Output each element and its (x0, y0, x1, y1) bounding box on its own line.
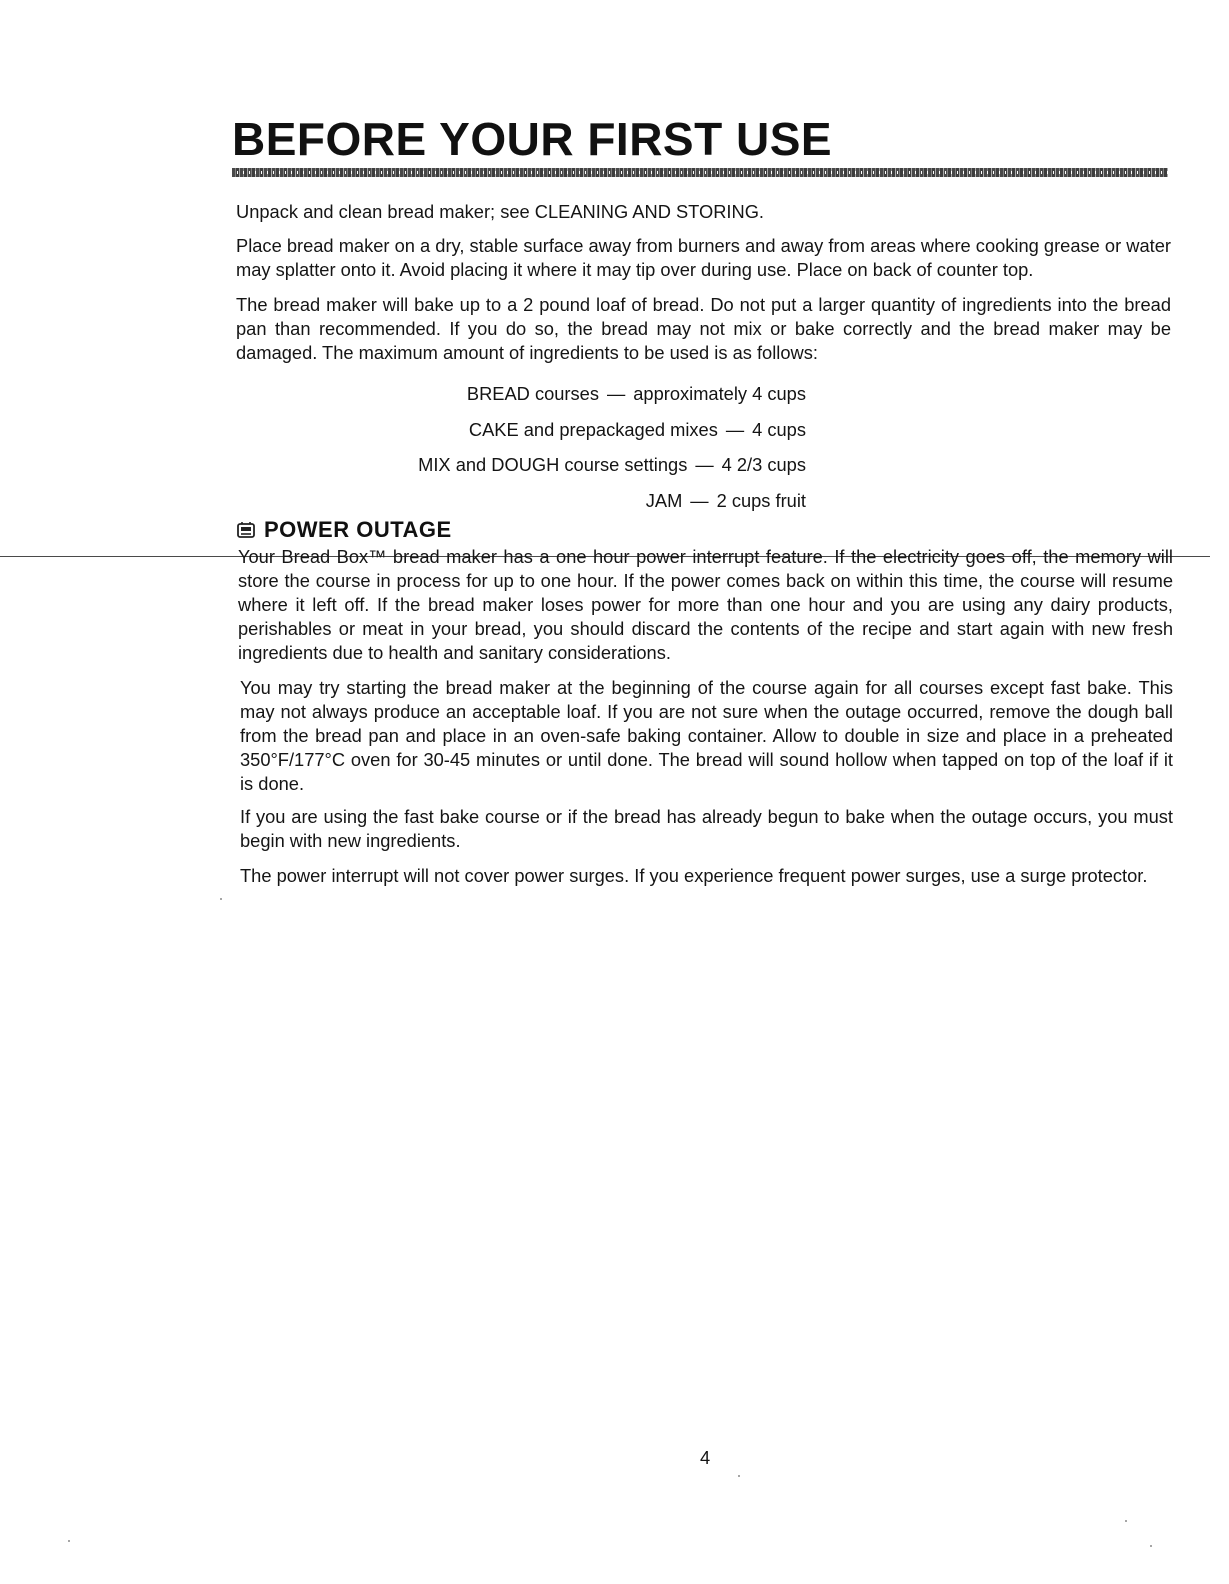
amount-row-jam (236, 483, 806, 519)
amount-row-cake (236, 412, 806, 448)
paragraph-unpack: Unpack and clean bread maker; see CLEANING AND STORING. (236, 201, 765, 222)
scan-speck (738, 1475, 740, 1477)
ingredient-amounts-list (236, 376, 806, 518)
paragraph-restart: You may try starting the bread maker at the beginning of the course again for all courses except fast bake. This may not always produce an acceptable loaf. If you are not sure when the outage occurred, remove the dough ball from the bread pan and place in an oven-safe baking container. Allow to double in size and place in a preheated 350°F/177°C oven for 30-45 minutes or until done. The bread will sound hollow when tapped on top of the loaf if it is done. (240, 677, 1173, 794)
page-number: 4 (700, 1447, 711, 1468)
amount-dash: — (690, 489, 709, 511)
amount-value: 2 cups fruit (716, 489, 806, 511)
title-underline-rule (232, 168, 1168, 177)
paragraph-capacity: The bread maker will bake up to a 2 pound loaf of bread. Do not put a larger quantity of ingredients into the bread pan than recommended. If you do so, the bread may not mix or bake correctly and the bread maker may be damaged. The maximum amount of ingredients to be used is as follows: (236, 294, 1171, 363)
amount-dash: — (725, 418, 745, 440)
amount-dash: — (695, 454, 714, 475)
amount-row-mix-dough (236, 447, 806, 483)
amount-value: 4 2/3 cups (721, 454, 806, 475)
amount-row-bread (236, 376, 806, 412)
section-title: POWER OUTAGE (264, 517, 452, 542)
amount-label: MIX and DOUGH course settings (418, 454, 688, 475)
amount-dash: — (606, 383, 626, 404)
amount-label: BREAD courses (466, 383, 599, 404)
amount-value: approximately 4 cups (633, 383, 806, 404)
paragraph-power-interrupt: Your Bread Box™ bread maker has a one hour power interrupt feature. If the electricity goes off, the memory will store the course in process for up to one hour. If the power comes back on within this time, the course will resume where it left off. If the bread maker loses power for more than one hour and you are using any dairy products, perishables or meat in your bread, you should discard the contents of the recipe and start again with new fresh ingredients due to health and sanitary considerations. (238, 546, 1173, 663)
scan-speck (220, 898, 222, 900)
paragraph-placement: Place bread maker on a dry, stable surface away from burners and away from areas where cooking grease or water may splatter onto it. Avoid placing it where it may tip over during use. Place on back of counter top. (236, 235, 1171, 280)
page-title: BEFORE YOUR FIRST USE (232, 113, 833, 165)
paragraph-fast-bake: If you are using the fast bake course or if the bread has already begun to bake when the outage occurs, you must begin with new ingredients. (240, 806, 1173, 851)
power-outage-heading (236, 517, 452, 543)
amount-label: CAKE and prepackaged mixes (468, 418, 718, 440)
amount-value: 4 cups (752, 418, 806, 440)
amount-label: JAM (645, 489, 683, 511)
scan-speck (68, 1540, 70, 1542)
power-outage-icon (236, 520, 256, 540)
scan-speck (1125, 1520, 1127, 1522)
paragraph-surges: The power interrupt will not cover power surges. If you experience frequent power surges, use a surge protector. (240, 865, 1148, 886)
scan-speck (1150, 1545, 1152, 1547)
